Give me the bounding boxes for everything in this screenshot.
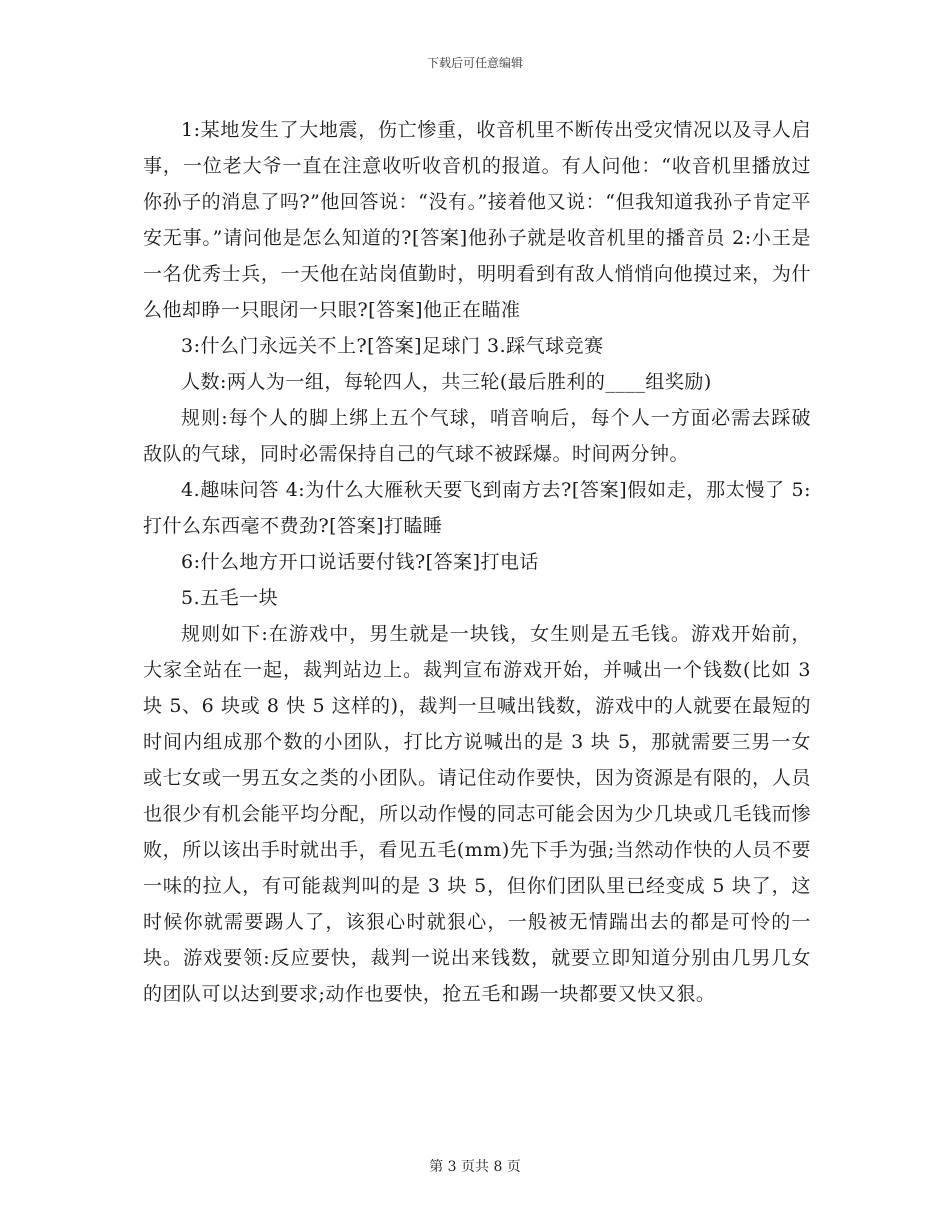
paragraph-quiz-6: 6:什么地方开口说话要付钱?[答案]打电话 [181, 551, 540, 573]
paragraph-balloon-rules: 规则:每个人的脚上绑上五个气球，哨音响后，每个人一方面必需去踩破敌队的气球，同时必需保持自己的气球不被踩爆。时间两分钟。 [143, 407, 811, 465]
paragraph-quiz-4-5: 4.趣味问答 4:为什么大雁秋天要飞到南方去?[答案]假如走，那太慢了 5:打什么东西毫不费劲?[答案]打瞌睡 [143, 479, 811, 537]
page-header: 下载后可任意编辑 [426, 56, 523, 70]
paragraph-riddles-1-2: 1:某地发生了大地震，伤亡惨重，收音机里不断传出受灾情况以及寻人启事，一位老大爷一直在注意收听收音机的报道。有人问他：“收音机里播放过你孙子的消息了吗?”他回答说：“没有。”接着他又说：“但我知道我孙子肯定平安无事。”请问他是怎么知道的?[答案]他孙子就是收音机里的播音员 2:小王是一名优秀士兵，一天他在站岗值勤时，明明看到有敌人悄悄向他摸过来，为什么他却睁一只眼闭一只眼?[答案]他正在瞄准 [143, 119, 811, 321]
document-body [143, 112, 811, 1012]
section-title-wumao-yikuai: 5.五毛一块 [181, 587, 279, 609]
page-footer: 第 3 页共 8 页 [429, 1159, 521, 1175]
paragraph-riddle-3-balloon-title: 3:什么门永远关不上?[答案]足球门 3.踩气球竞赛 [181, 335, 604, 357]
paragraph-balloon-players: 人数:两人为一组，每轮四人，共三轮(最后胜利的____组奖励) [181, 371, 712, 393]
paragraph-wumao-rules: 规则如下:在游戏中，男生就是一块钱，女生则是五毛钱。游戏开始前，大家全站在一起，裁判站边上。裁判宣布游戏开始，并喊出一个钱数(比如 3 块 5、6 块或 8 快 5 这样的)，裁判一旦喊出钱数，游戏中的人就要在最短的时间内组成那个数的小团队，打比方说喊出的是 3 块 5，那就需要三男一女或七女或一男五女之类的小团队。请记住动作要快，因为资源是有限的，人员也很少有机会能平均分配，所以动作慢的同志可能会因为少几块或几毛钱而惨败，所以该出手时就出手，看见五毛(mm)先下手为强;当然动作快的人员不要一味的拉人，有可能裁判叫的是 3 块 5，但你们团队里已经变成 5 块了，这时候你就需要踢人了，该狠心时就狠心，一般被无情踹出去的都是可怜的一块。游戏要领:反应要快，裁判一说出来钱数，就要立即知道分别由几男几女的团队可以达到要求;动作也要快，抢五毛和踢一块都要又快又狠。 [143, 623, 811, 1005]
